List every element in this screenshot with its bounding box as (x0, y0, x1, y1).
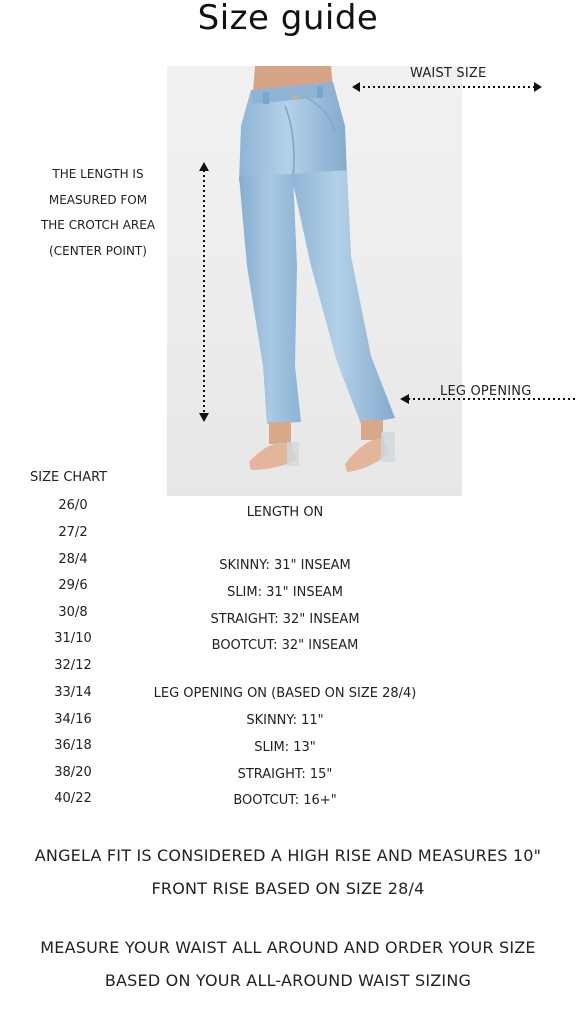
size-item: 28/4 (58, 552, 88, 567)
waist-note-line: BASED ON YOUR ALL-AROUND WAIST SIZING (104, 971, 472, 990)
size-item: 33/14 (54, 685, 92, 700)
rise-note-line: FRONT RISE BASED ON SIZE 28/4 (151, 879, 425, 898)
waist-note (0, 931, 576, 997)
size-item: 31/10 (54, 631, 92, 646)
jeans-right-leg (291, 170, 395, 424)
length-heading: LENGTH ON (246, 505, 324, 520)
right-heel (381, 432, 395, 462)
belt-loop (317, 86, 323, 98)
size-item: 30/8 (58, 605, 88, 620)
rise-note-line: ANGELA FIT IS CONSIDERED A HIGH RISE AND MEASURES 10" (34, 846, 542, 865)
size-item: 32/12 (54, 658, 92, 673)
waist-arrow (352, 80, 542, 94)
length-line: BOOTCUT: 32" INSEAM (211, 638, 359, 653)
rise-note (0, 839, 576, 905)
leg-opening-heading: LEG OPENING ON (BASED ON SIZE 28/4) (153, 686, 417, 701)
length-note: THE LENGTH IS MEASURED FOM THE CROTCH AREA (CENTER POINT) (40, 167, 156, 258)
size-item: 29/6 (58, 578, 88, 593)
leg-opening-line: SKINNY: 11" (246, 713, 324, 728)
jeans-left-leg (239, 174, 301, 424)
length-arrow (196, 162, 212, 422)
left-heel (287, 442, 299, 466)
size-item: 40/22 (54, 791, 92, 806)
waist-note-line: MEASURE YOUR WAIST ALL AROUND AND ORDER YOUR SIZE (40, 938, 536, 957)
leg-opening-label: LEG OPENING (440, 384, 532, 399)
size-item: 27/2 (58, 525, 88, 540)
belt-loop (263, 92, 269, 104)
size-item: 38/20 (54, 765, 92, 780)
size-item: 36/18 (54, 738, 92, 753)
waist-size-label: WAIST SIZE (410, 66, 487, 81)
left-ankle (269, 422, 291, 444)
page-title: Size guide (197, 0, 379, 38)
size-chart (30, 470, 120, 806)
leg-opening-line: BOOTCUT: 16+" (233, 793, 337, 808)
leg-opening-line: SLIM: 13" (254, 740, 316, 755)
button-icon (293, 95, 298, 100)
length-line: SLIM: 31" INSEAM (227, 585, 343, 600)
right-ankle (361, 420, 383, 440)
leg-opening-line: STRAIGHT: 15" (237, 767, 333, 782)
length-line: SKINNY: 31" INSEAM (219, 558, 351, 573)
size-item: 34/16 (54, 712, 92, 727)
size-chart-heading: SIZE CHART (30, 470, 108, 485)
size-item: 26/0 (58, 498, 88, 513)
leg-opening-arrow (400, 392, 576, 406)
length-line: STRAIGHT: 32" INSEAM (210, 612, 360, 627)
